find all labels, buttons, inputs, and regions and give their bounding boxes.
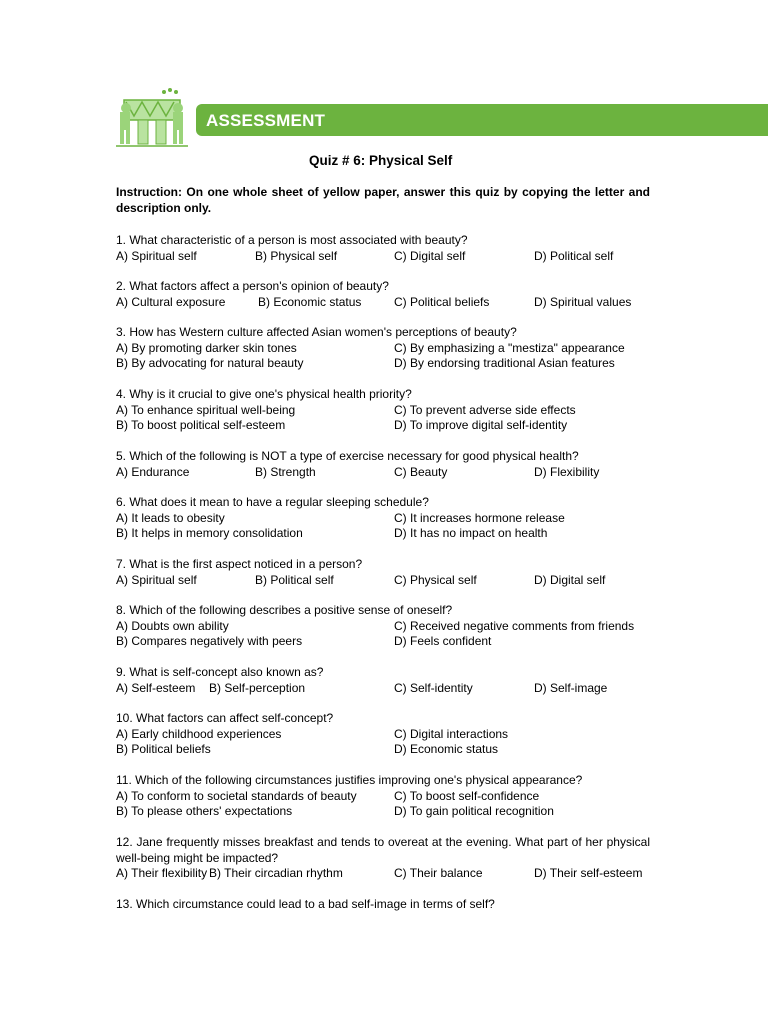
option-a: A) Doubts own ability [116,618,229,633]
option-d: D) To improve digital self-identity [394,418,568,432]
option-c: C) Political beliefs [394,294,490,309]
option-d: D) Economic status [394,742,499,756]
instruction-text: Instruction: On one whole sheet of yellow paper, answer this quiz by copying the letter and description only. [116,185,650,215]
option-d: D) Spiritual values [534,294,632,309]
question-stem: 2. What factors affect a person's opinion of beauty? [116,279,389,293]
question-2 [116,279,650,310]
option-a: A) To enhance spiritual well-being [116,402,296,417]
option-d: D) Their self-esteem [534,866,643,880]
option-d: D) Digital self [534,572,606,587]
question-5 [116,449,650,480]
option-a: A) It leads to obesity [116,510,225,525]
question-stem: 1. What characteristic of a person is most associated with beauty? [116,233,468,247]
option-c: C) Physical self [394,572,477,587]
option-d: D) Feels confident [394,634,492,648]
option-a: A) Their flexibility [116,866,208,880]
question-13 [116,897,650,913]
option-d: D) By endorsing traditional Asian features [394,356,615,370]
option-d: D) Political self [534,248,614,263]
option-a: A) Spiritual self [116,572,197,587]
option-a: A) Spiritual self [116,248,197,263]
question-stem: 5. Which of the following is NOT a type of exercise necessary for good physical health? [116,449,579,463]
option-b: B) Political self [255,572,334,587]
option-c: C) It increases hormone release [394,510,565,525]
option-a: A) Cultural exposure [116,294,226,309]
option-d: D) Self-image [534,680,608,695]
question-stem: 11. Which of the following circumstances justifies improving one's physical appearance? [116,773,583,787]
question-stem: 12. Jane frequently misses breakfast and tends to overeat at the evening. What part of her physical well-being might be impacted? [116,835,650,865]
option-b: B) Strength [255,464,316,479]
option-c: C) By emphasizing a "mestiza" appearance [394,340,625,355]
option-d: D) To gain political recognition [394,804,554,818]
question-4 [116,387,650,434]
assessment-banner [196,104,768,136]
question-stem: 13. Which circumstance could lead to a bad self-image in terms of self? [116,897,495,911]
option-d: D) Flexibility [534,464,600,479]
question-9 [116,665,650,696]
question-7 [116,557,650,588]
option-b: B) To please others' expectations [116,804,293,818]
option-b: B) Physical self [255,248,338,263]
question-11 [116,773,650,820]
question-stem: 8. Which of the following describes a positive sense of oneself? [116,603,453,617]
option-c: C) Digital interactions [394,726,509,741]
question-stem: 10. What factors can affect self-concept? [116,711,334,725]
option-b: B) Political beliefs [116,742,211,756]
quiz-title: Quiz # 6: Physical Self [309,153,453,168]
question-1 [116,233,650,264]
assessment-logo-icon [114,86,190,148]
option-c: C) Received negative comments from friends [394,618,635,633]
question-stem: 3. How has Western culture affected Asian women's perceptions of beauty? [116,325,517,339]
option-a: A) By promoting darker skin tones [116,340,297,355]
option-c: C) Self-identity [394,680,473,695]
option-b: B) It helps in memory consolidation [116,526,303,540]
question-10 [116,711,650,758]
option-a: A) To conform to societal standards of beauty [116,788,357,803]
question-stem: 4. Why is it crucial to give one's physical health priority? [116,387,412,401]
question-3 [116,325,650,372]
question-12 [116,835,650,882]
option-b: B) By advocating for natural beauty [116,356,304,370]
banner-title: ASSESSMENT [206,111,326,130]
option-c: C) Their balance [394,866,483,880]
question-stem: 7. What is the first aspect noticed in a person? [116,557,363,571]
option-b: B) Compares negatively with peers [116,634,303,648]
option-c: C) To prevent adverse side effects [394,402,576,417]
option-a: A) Early childhood experiences [116,726,282,741]
question-6 [116,495,650,542]
option-c: C) Digital self [394,248,466,263]
option-a: A) Self-esteem [116,680,196,695]
option-a: A) Endurance [116,464,190,479]
question-8 [116,603,650,650]
option-c: C) To boost self-confidence [394,788,540,803]
option-b: B) To boost political self-esteem [116,418,286,432]
option-d: D) It has no impact on health [394,526,548,540]
option-b: B) Economic status [258,294,362,309]
option-c: C) Beauty [394,464,448,479]
option-b: B) Self-perception [209,680,306,695]
option-b: B) Their circadian rhythm [209,866,343,880]
question-stem: 9. What is self-concept also known as? [116,665,324,679]
question-stem: 6. What does it mean to have a regular sleeping schedule? [116,495,429,509]
